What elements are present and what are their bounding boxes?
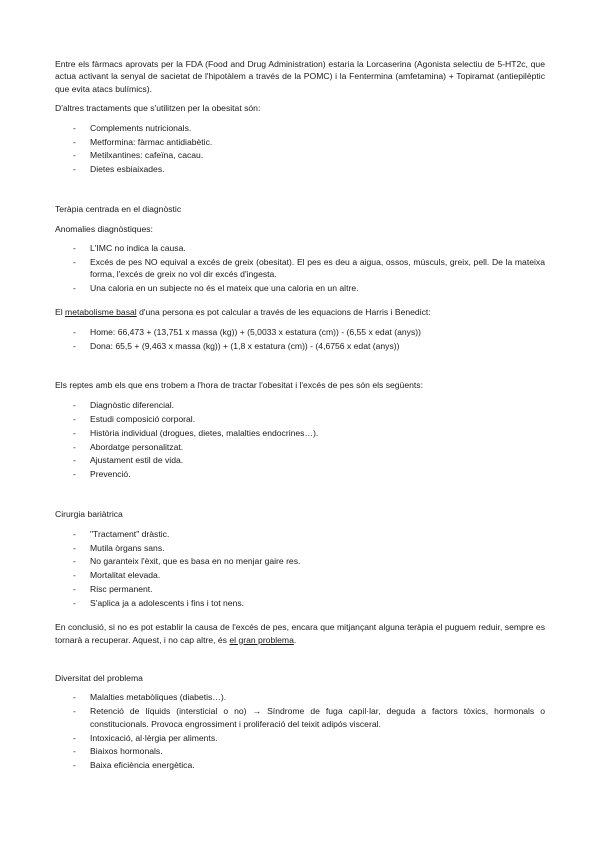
- list-item: - Dona: 65,5 + (9,463 x massa (kg)) + (1,8 x estatura (cm)) - (4,6756 x edat (anys)): [55, 340, 545, 352]
- list-item: - Una caloria en un subjecte no és el mateix que una caloria en un altre.: [55, 282, 545, 294]
- list-item: - L'IMC no indica la causa.: [55, 242, 545, 254]
- list-item: - Metilxantines: cafeïna, cacau.: [55, 149, 545, 161]
- underlined-term: metabolisme basal: [65, 307, 137, 318]
- list-item: - Malalties metabòliques (diabetis…).: [55, 691, 545, 703]
- list-item: - No garanteix l'èxit, que es basa en no menjar gaire res.: [55, 555, 545, 567]
- paragraph-challenges: Els reptes amb els que ens trobem a l'hora de tractar l'obesitat i l'excés de pes són els següents:: [55, 380, 423, 391]
- underlined-term: el gran problema: [229, 634, 294, 645]
- list-item: - Baixa eficiència energètica.: [55, 759, 545, 771]
- list-item: - Metformina: fàrmac antidiabètic.: [55, 136, 545, 148]
- list-item: - Dietes esbiaixades.: [55, 163, 545, 175]
- paragraph-conclusion: En conclusió, si no es pot establir la causa de l'excés de pes, encara que mitjançant alguna teràpia el puguem reduir, sempre es tornarà a recuperar. Aquest, i no cap altre, és el gran problema.: [55, 622, 545, 645]
- list-item: - "Tractament" dràstic.: [55, 528, 545, 540]
- list-item: - Excés de pes NO equival a excés de greix (obesitat). El pes es deu a aigua, ossos, músculs, greix, pell. De la mateixa forma, l'excés de greix no vol dir excés d'ingesta.: [55, 256, 545, 281]
- list-item: - Abordatge personalitzat.: [55, 441, 545, 453]
- list-item: - Retenció de líquids (intersticial o no) → Síndrome de fuga capil·lar, deguda a factors tòxics, hormonals o constitucionals. Provoca engrossiment i proliferació del teixit adipós visceral.: [55, 705, 545, 730]
- heading-bariatric-surgery: Cirurgia bariàtrica: [55, 509, 123, 520]
- list-item: - Història individual (drogues, dietes, malalties endocrines…).: [55, 427, 545, 439]
- list-harris-benedict: [55, 326, 545, 352]
- list-bariatric-surgery: [55, 528, 545, 610]
- document-page: [55, 58, 545, 773]
- list-item: - Mutila òrgans sans.: [55, 542, 545, 554]
- list-problem-diversity: [55, 691, 545, 771]
- arrow-right-icon: →: [252, 706, 262, 717]
- heading-diagnostic-therapy: Teràpia centrada en el diagnòstic: [55, 204, 182, 215]
- list-item: - Mortalitat elevada.: [55, 569, 545, 581]
- list-item: - Diagnòstic diferencial.: [55, 399, 545, 411]
- list-item: - Estudi composició corporal.: [55, 413, 545, 425]
- paragraph-basal-metabolism: El metabolisme basal d'una persona es pot calcular a través de les equacions de Harris i Benedict:: [55, 307, 431, 318]
- heading-diagnostic-anomalies: Anomalies diagnòstiques:: [55, 223, 153, 234]
- paragraph-fda-drugs: Entre els fàrmacs aprovats per la FDA (Food and Drug Administration) estaria la Lorcaserina (Agonista selectiu de 5-HT2c, que actua activant la senyal de sacietat de l'hipotàlem a través de la POMC) i la Fentermina (amfetamina) + Topiramat (antiepilèptic que evita atacs bulímics).: [55, 59, 545, 94]
- paragraph-other-treatments: D'altres tractaments que s'utilitzen per la obesitat són:: [55, 103, 261, 114]
- list-other-treatments: [55, 122, 545, 176]
- list-item: - Prevenció.: [55, 468, 545, 480]
- list-item: - S'aplica ja a adolescents i fins i tot nens.: [55, 597, 545, 609]
- list-item: - Ajustament estil de vida.: [55, 454, 545, 466]
- heading-problem-diversity: Diversitat del problema: [55, 672, 143, 683]
- list-item: - Intoxicació, al·lèrgia per aliments.: [55, 732, 545, 744]
- list-diagnostic-anomalies: [55, 242, 545, 295]
- list-item: - Home: 66,473 + (13,751 x massa (kg)) + (5,0033 x estatura (cm)) - (6,55 x edat (anys)): [55, 326, 545, 338]
- list-challenges: [55, 399, 545, 481]
- list-item: - Complements nutricionals.: [55, 122, 545, 134]
- list-item: - Risc permanent.: [55, 583, 545, 595]
- list-item: - Biaixos hormonals.: [55, 745, 545, 757]
